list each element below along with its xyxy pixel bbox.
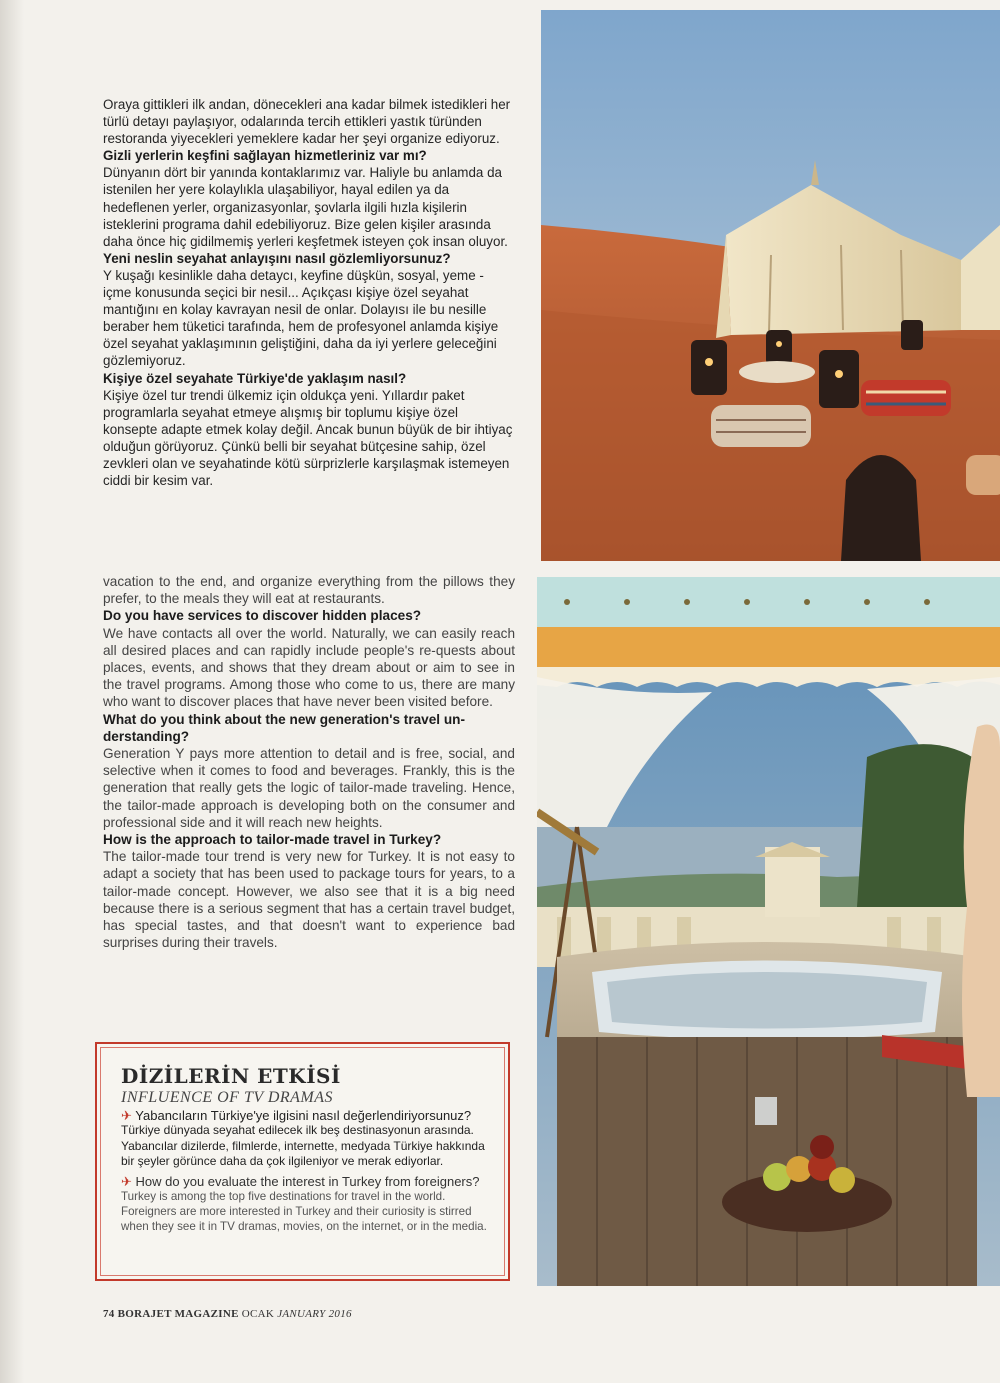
english-answer-2: Generation Y pays more attention to detail and is free, social, and selective when it comes to food and beverages. Frankly, this is the generation that really gets the logic of tailor-made traveling. Hence, the tailor-made approach is developing both on the consumer and professional side and it will reach new heights. [103,746,515,830]
box-body [121,1108,501,1234]
magazine-name: BORAJET MAGAZINE [117,1308,239,1320]
turkish-answer-1: Dünyanın dört bir yanında kontaklarımız var. Haliyle bu anlamda da istenilen her yere kolaylıkla ulaşabiliyor, hayal edilen ya da hedeflenen yerler, organizasyonlar, şovlarla ilgili hızla kişilerin isteklerini programa dahil edebiliyoruz. Bize gelen kişiler arasında daha önce hiç gidilmemiş yerleri keşfetmek isteyen çok insan oluyor. [103,165,508,249]
turkish-question-1: Gizli yerlerin keşfini sağlayan hizmetleriniz var mı? [103,148,427,164]
box-title: DİZİLERİN ETKİSİ [121,1064,341,1088]
turkish-answer-2: Y kuşağı kesinlikle daha detaycı, keyfine düşkün, sosyal, yeme - içme konusunda seçici bir nesil... Açıkçası kişiye özel seyahat mantığını en kolay kavrayan nesil de onlar. Dolayısı ile bu nesille beraber hem tüketici tarafında, hem de profesyonel anlamda kişiye özel seyahat yaklaşımının geliştiğini, daha da iyi yerlere geleceğini gözlemiyoruz. [103,267,499,369]
english-answer-1: We have contacts all over the world. Naturally, we can easily reach all desired places and can rapidly include people's re-quests about places, events, and shows that they dream about or aim to see in the travel programs. Among those who come to us, there are many who want to discover places that have never been visited before. [103,625,515,710]
turkish-answer-3: Kişiye özel tur trendi ülkemiz için oldukça yeni. Yıllardır paket programlarla seyahat etmeye alışmış bir toplumu kişiye özel konsepte adapte etmek kolay değil. Ancak bunun büyük de bir ihtiyaç olduğun görüyoruz. Çünkü belli bir seyahat bütçesine sahip, özel zevkleri olan ve seyahatinde kötü sürprizlerle karşılaşmak istemeyen ciddi bir kesim var. [103,387,513,489]
turkish-question-3: Kişiye özel seyahate Türkiye'de yaklaşım nasıl? [103,370,407,386]
english-intro: vacation to the end, and organize everything from the pillows they prefer, to the meals they will eat at restaurants. [103,574,515,607]
turkish-question-2: Yeni neslin seyahat anlayışını nasıl gözlemliyorsunuz? [103,250,451,266]
plane-icon: ✈ [121,1174,132,1190]
page-footer [103,1308,352,1320]
jacuzzi-terrace-photo [537,577,1000,1286]
box-subtitle: INFLUENCE OF TV DRAMAS [121,1089,334,1106]
page-edge [0,0,24,1383]
box-english-question: How do you evaluate the interest in Turkey from foreigners? [135,1174,480,1190]
english-question-1: Do you have services to discover hidden places? [103,608,422,624]
box-turkish-question: Yabancıların Türkiye'ye ilgisini nasıl değerlendiriyorsunuz? [135,1108,472,1123]
plane-icon: ✈ [121,1108,132,1123]
footer-month-tr: OCAK [241,1308,275,1320]
english-text-column [103,573,515,951]
english-answer-3: The tailor-made tour trend is very new for Turkey. It is not easy to adapt a society that has been used to package tours for years, to a tailor-made concept. However, we also see that it is a big need because there is a serious segment that has a certain travel budget, has special tastes, and that doesn't want to experience bad surprises during their travels. [103,849,515,951]
box-turkish-answer: Türkiye dünyada seyahat edilecek ilk beş destinasyonun arasında. Yabancılar dizilerde, filmlerde, internette, medyada Türkiye hakkında bir şeyler görünce daha da çok ilgileniyor ve merak ediyorlar. [121,1123,485,1168]
desert-tent-photo [541,10,1000,561]
page-number: 74 [103,1308,115,1320]
english-question-2: What do you think about the new generation's travel un-derstanding? [103,711,465,744]
english-question-3: How is the approach to tailor-made travel in Turkey? [103,832,442,848]
turkish-text-column [103,96,515,489]
footer-month-en: JANUARY 2016 [277,1308,352,1320]
box-english-answer: Turkey is among the top five destinations for travel in the world. Foreigners are more interested in Turkey and their curiosity is stirred when they see it in TV dramas, movies, on the internet, or in the media. [121,1190,487,1234]
turkish-intro: Oraya gittikleri ilk andan, dönecekleri ana kadar bilmek istedikleri her türlü detayı paylaşıyor, odalarında tercih ettikleri yastık türünden restoranda yiyecekleri yemeklere kadar her şeyi organize ediyoruz. [103,97,511,147]
tv-dramas-sidebar-box [95,1042,510,1281]
